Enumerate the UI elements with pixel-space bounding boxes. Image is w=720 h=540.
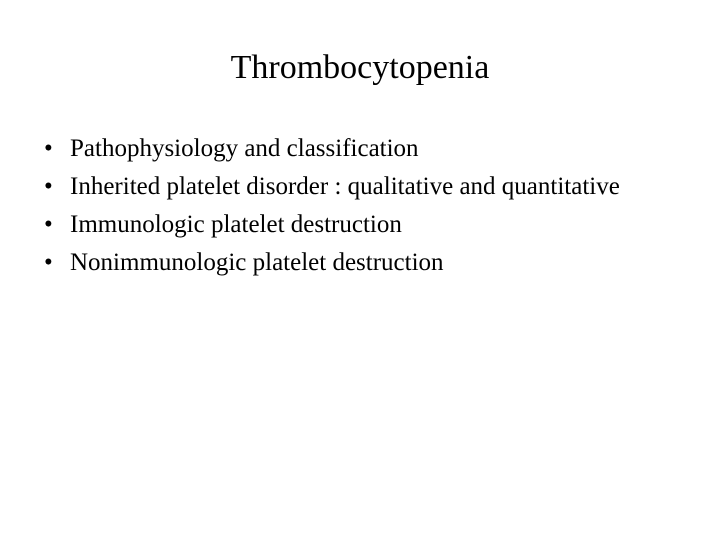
slide-title: Thrombocytopenia [230, 49, 490, 86]
bullet-icon: • [44, 211, 53, 238]
bullet-text: Immunologic platelet destruction [70, 211, 402, 238]
bullet-item [44, 130, 684, 168]
bullet-text: Inherited platelet disorder : qualitative and quantitative [70, 173, 620, 200]
bullet-item [44, 206, 684, 244]
bullet-item [44, 168, 684, 206]
bullet-text: Nonimmunologic platelet destruction [70, 249, 444, 276]
bullet-item [44, 244, 684, 282]
bullet-icon: • [44, 249, 53, 276]
bullet-icon: • [44, 135, 53, 162]
bullet-icon: • [44, 173, 53, 200]
bullet-text: Pathophysiology and classification [70, 135, 419, 162]
bullet-list [44, 130, 684, 282]
